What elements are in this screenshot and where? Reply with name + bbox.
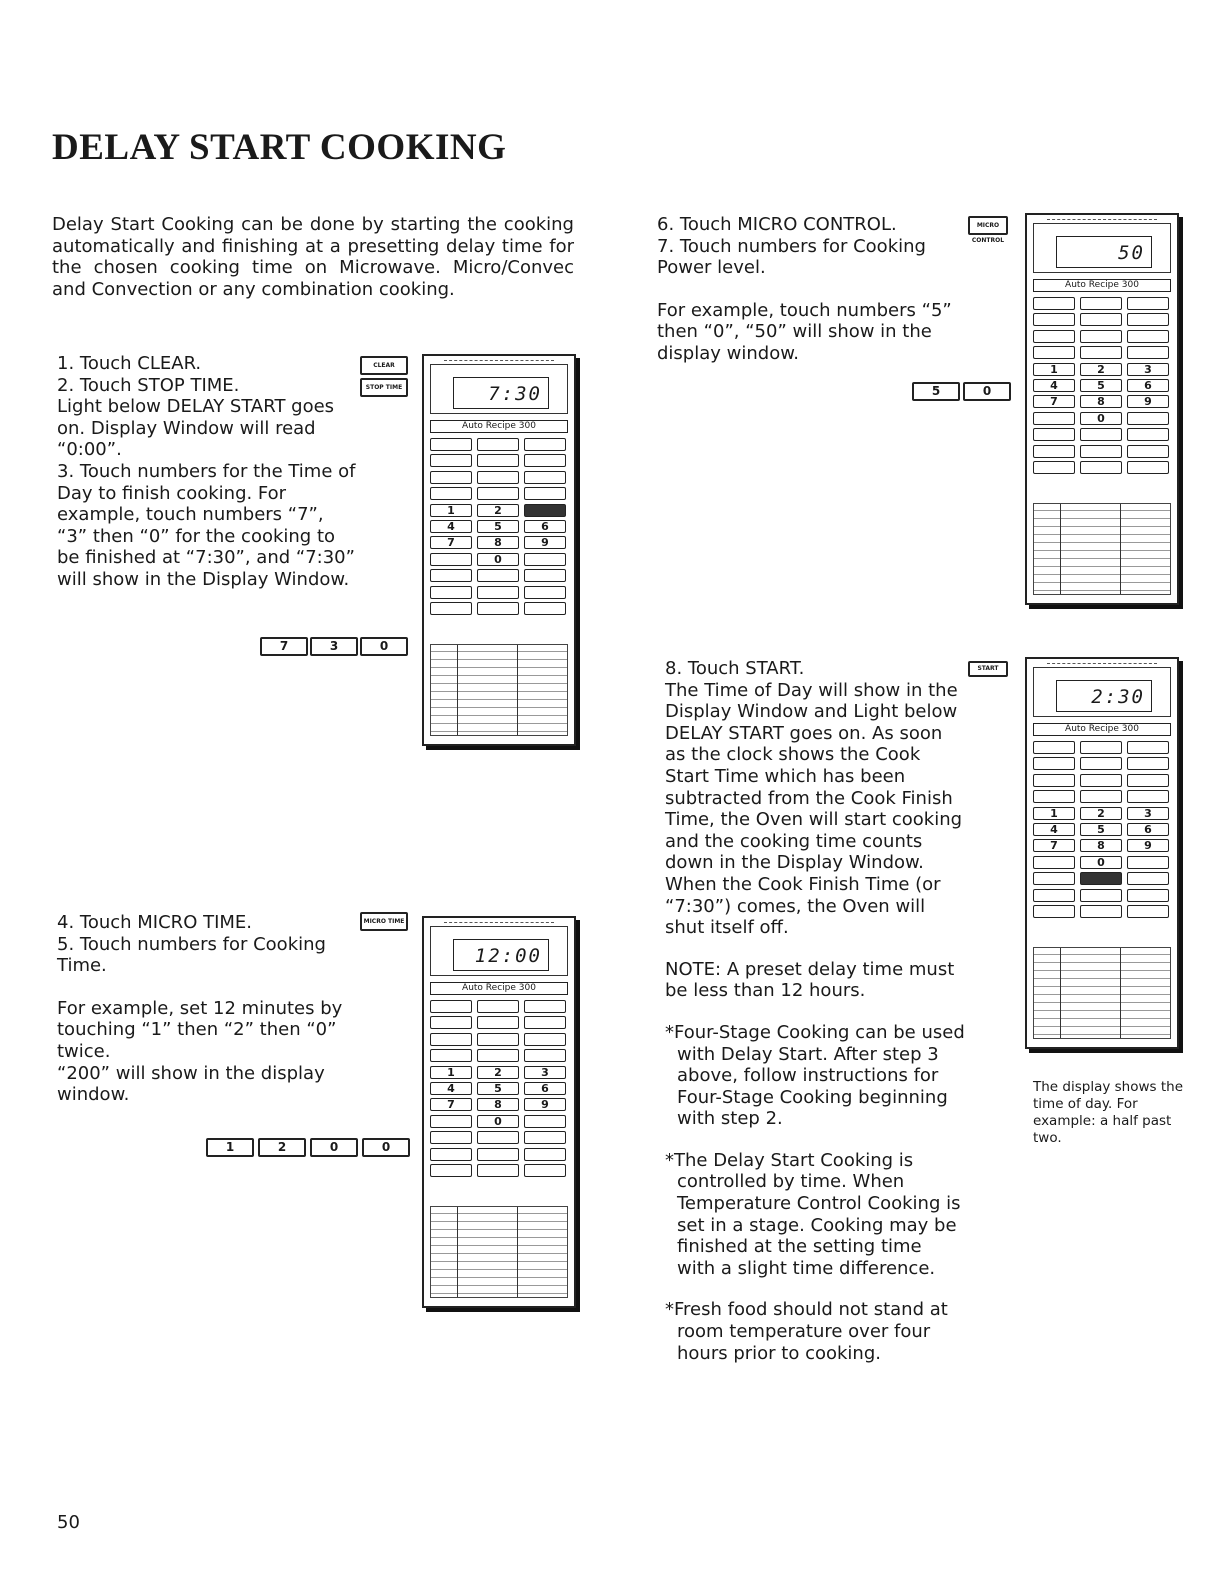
bullet-four-stage: *Four-Stage Cooking can be used with Delay Start. After step 3 above, follow instructions for Four-Stage Cooking beginning with step 2. [665, 1021, 965, 1130]
number-key-icon: 1 [206, 1138, 254, 1157]
keypad: 1 2 3 4 5 6 7 8 9 0 [1033, 297, 1169, 477]
start-key-icon: START [968, 661, 1008, 677]
steps-4-5 [57, 912, 357, 1106]
step-8-and-notes [665, 658, 965, 1364]
step-5-result: “200” will show in the display window. [57, 1062, 325, 1106]
step-4: 4. Touch MICRO TIME. [57, 912, 253, 933]
number-key-icon: 7 [260, 637, 308, 656]
display-window [430, 926, 568, 976]
note-label: NOTE: [665, 958, 722, 980]
note-text: A preset delay time must be less than 12 hours. [665, 958, 955, 1002]
auto-recipe-label: Auto Recipe 300 [430, 982, 568, 995]
note [665, 959, 965, 1002]
auto-recipe-label: Auto Recipe 300 [1033, 279, 1171, 292]
auto-recipe-label: Auto Recipe 300 [1033, 723, 1171, 736]
step-5-example: For example, set 12 minutes by touching “1” then “2” then “0” twice. [57, 997, 343, 1062]
number-key-icon: 5 [912, 382, 960, 401]
display-readout: 7:30 [453, 377, 549, 409]
step-7: 7. Touch numbers for Cooking Power level. [657, 235, 926, 279]
steps-1-3 [57, 353, 357, 591]
number-key-icon: 0 [310, 1138, 358, 1157]
display-window [1033, 223, 1171, 273]
display-window [1033, 667, 1171, 717]
number-key-icon: 0 [362, 1138, 410, 1157]
step-8-detail: The Time of Day will show in the Display Window and Light below DELAY START goes on. As soon as the clock shows the Cook Start Time which has been subtracted from the Cook Finish Time, the Oven will start cooking and the cooking time counts down in the Display Window. When the Cook Finish Time (or “7:30”) comes, the Oven will shut itself off. [665, 679, 963, 939]
display-readout: 50 [1056, 236, 1152, 268]
step-5: 5. Touch numbers for Cooking Time. [57, 933, 326, 977]
control-panel-illustration [422, 916, 576, 1308]
bullet-fresh-food: *Fresh food should not stand at room temperature over four hours prior to cooking. [665, 1299, 948, 1364]
display-readout: 12:00 [453, 939, 549, 971]
step-2-detail: Light below DELAY START goes on. Display Window will read “0:00”. [57, 396, 335, 461]
stop-time-key-icon: STOP TIME [360, 378, 408, 397]
cooking-chart [430, 644, 568, 736]
keypad: 1 2 3 4 5 6 7 8 9 0 [1033, 741, 1169, 921]
steps-6-7 [657, 214, 957, 365]
step-8: 8. Touch START. [665, 658, 805, 679]
page-title: DELAY START COOKING [52, 127, 507, 168]
display-window [430, 364, 568, 414]
number-key-icon: 0 [963, 382, 1011, 401]
number-key-icon: 0 [360, 637, 408, 656]
control-panel-illustration [422, 354, 576, 746]
intro-paragraph: Delay Start Cooking can be done by starting the cooking automatically and finishing at a presetting delay time for the chosen cooking time on Microwave. Micro/Convec and Convection or any combination cooking. [52, 214, 574, 300]
micro-control-key-icon: MICRO CONTROL [968, 216, 1008, 235]
control-panel-illustration [1025, 213, 1179, 605]
bullet-time-control: *The Delay Start Cooking is controlled by time. When Temperature Control Cooking is set in a stage. Cooking may be finished at the setting time with a slight time difference. [665, 1149, 961, 1279]
number-key-icon: 3 [310, 637, 358, 656]
cooking-chart [1033, 503, 1171, 595]
display-caption: The display shows the time of day. For example: a half past two. [1033, 1079, 1183, 1146]
step-7-example: For example, touch numbers “5” then “0”, “50” will show in the display window. [657, 299, 952, 364]
control-panel-illustration [1025, 657, 1179, 1049]
step-6: 6. Touch MICRO CONTROL. [657, 214, 897, 235]
clear-key-icon: CLEAR [360, 356, 408, 375]
auto-recipe-label: Auto Recipe 300 [430, 420, 568, 433]
cooking-chart [1033, 947, 1171, 1039]
step-1: 1. Touch CLEAR. [57, 353, 202, 374]
micro-time-key-icon: MICRO TIME [360, 912, 408, 931]
number-key-icon: 2 [258, 1138, 306, 1157]
keypad: 1 2 3 4 5 6 7 8 9 0 [430, 1000, 566, 1180]
step-3: 3. Touch numbers for the Time of Day to finish cooking. For example, touch numbers “7”, “3” then “0” for the cooking to be finished at “7:30”, and “7:30” will show in the Display Window. [57, 460, 356, 590]
page-number: 50 [57, 1512, 80, 1533]
step-2: 2. Touch STOP TIME. [57, 374, 240, 396]
keypad: 1 2 4 5 6 7 8 9 0 [430, 438, 566, 618]
cooking-chart [430, 1206, 568, 1298]
display-readout: 2:30 [1056, 680, 1152, 712]
